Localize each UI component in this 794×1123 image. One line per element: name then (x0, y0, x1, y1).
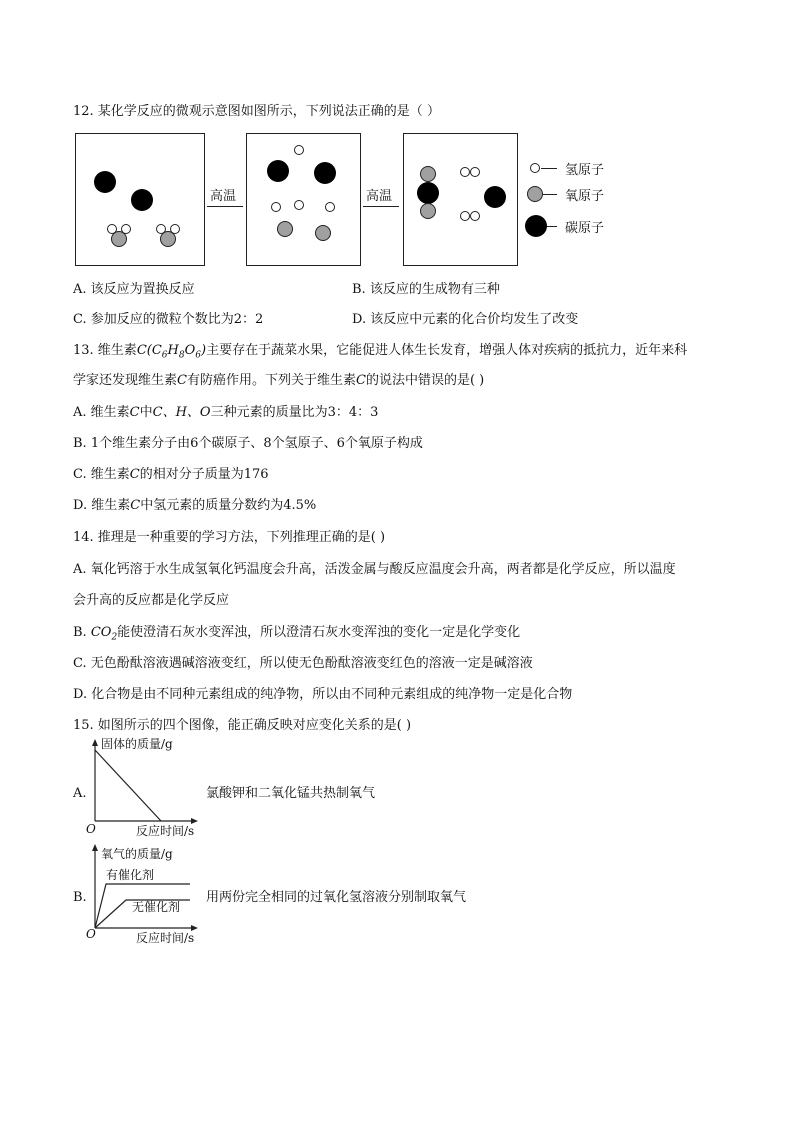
formula-part: ) (201, 343, 207, 358)
option-text: 中 (139, 405, 153, 420)
q13-option-b: B. 1个维生素分子由6个碳原子、8个氢原子、6个氧原子构成 (73, 436, 423, 451)
q12-option-d: D. 该反应中元素的化合价均发生了改变 (352, 312, 579, 327)
oxygen-atom (277, 221, 293, 237)
legend-dash (547, 226, 557, 227)
oxygen-atom (420, 166, 436, 182)
carbon-atom (267, 160, 289, 182)
product-box (403, 133, 518, 266)
legend-carbon: 碳原子 (565, 221, 605, 236)
formula: C (129, 467, 140, 482)
q13-option-c (73, 466, 269, 484)
formula-part: H (167, 343, 179, 358)
option-text: B. (73, 625, 91, 640)
hydrogen-atom (170, 224, 180, 234)
subscript: 2 (111, 632, 118, 643)
q13-stem-text: 的说法中错误的是( ) (365, 373, 485, 388)
graph-b (84, 842, 214, 946)
option-text: 中氢元素的质量分数约为4.5% (140, 498, 317, 513)
subscript: 8 (178, 350, 185, 361)
graph-a-xlabel: 反应时间/s (136, 824, 195, 837)
oxygen-atom (420, 203, 436, 219)
q12-option-b: B. 该反应的生成物有三种 (352, 282, 500, 297)
graph-a-ylabel: 固体的质量/g (101, 737, 173, 751)
reactant-box-1 (75, 133, 205, 266)
option-text: C. 维生素 (73, 467, 130, 482)
formula-part: C(C (136, 343, 162, 358)
q15-stem: 15. 如图所示的四个图像，能正确反映对应变化关系的是( ) (73, 718, 412, 733)
graph-b-ylabel: 氧气的质量/g (101, 847, 173, 861)
q14-option-a-line1: A. 氧化钙溶于水生成氢氧化钙温度会升高，活泼金属与酸反应温度会升高，两者都是化学反应，所以温度 (73, 562, 676, 577)
option-text: 能使澄清石灰水变浑浊，所以澄清石灰水变浑浊的变化一定是化学变化 (117, 625, 521, 640)
option-text: 的相对分子质量为176 (139, 467, 269, 482)
legend-oxygen-icon (527, 186, 543, 202)
graph-b-xlabel: 反应时间/s (136, 931, 195, 945)
option-text: A. 维生素 (73, 405, 130, 420)
carbon-atom (131, 189, 153, 211)
q13-stem-line2 (73, 372, 484, 390)
graph-a-letter: A. (73, 786, 87, 801)
q14-option-a-line2: 会升高的反应都是化学反应 (73, 593, 230, 608)
legend-dash (541, 168, 557, 169)
graph-a-origin: O (86, 822, 96, 836)
oxygen-atom (315, 225, 331, 241)
q13-stem-text: 13. 维生素 (73, 343, 137, 358)
reactant-box-2 (246, 133, 361, 266)
q14-option-c: C. 无色酚酞溶液遇碱溶液变红，所以使无色酚酞溶液变红色的溶液一定是碱溶液 (73, 656, 533, 671)
q12-option-c: C. 参加反应的微粒个数比为2：2 (73, 312, 264, 327)
q14-option-d: D. 化合物是由不同种元素组成的纯净物，所以由不同种元素组成的纯净物一定是化合物 (73, 687, 573, 702)
arrow-line-2 (363, 206, 399, 207)
hydrogen-atom (470, 211, 480, 221)
arrow-label-2: 高温 (366, 189, 393, 204)
formula: CO (90, 625, 112, 640)
q13-stem-text: 主要存在于蔬菜水果，它能促进人体生长发育，增强人体对疾病的抵抗力，近年来科 (206, 343, 688, 358)
hydrogen-atom (294, 200, 304, 210)
q14-stem: 14. 推理是一种重要的学习方法，下列推理正确的是( ) (73, 530, 386, 545)
q14-option-b (73, 624, 520, 647)
q13-stem-line1 (73, 342, 687, 365)
arrow-label-1: 高温 (210, 189, 237, 204)
formula: C (130, 498, 141, 513)
graph-b-label-no-catalyst: 无催化剂 (132, 900, 181, 914)
formula: C、H、O (152, 405, 211, 420)
q12-option-a: A. 该反应为置换反应 (73, 282, 195, 297)
formula-part: O (184, 343, 196, 358)
legend-hydrogen-icon (530, 163, 540, 173)
q13-option-a (73, 404, 378, 422)
y-axis-arrow (92, 844, 98, 851)
graph-a (84, 737, 214, 837)
hydrogen-atom (470, 167, 480, 177)
formula: C (177, 373, 187, 388)
carbon-atom (94, 171, 116, 193)
graph-b-desc: 用两份完全相同的过氧化氢溶液分别制取氧气 (206, 890, 467, 905)
q13-option-d (73, 497, 316, 515)
option-text: D. 维生素 (73, 498, 131, 513)
hydrogen-atom (294, 145, 304, 155)
graph-a-desc: 氯酸钾和二氧化锰共热制氧气 (206, 786, 376, 801)
hydrogen-atom (460, 167, 470, 177)
q13-stem-text: 学家还发现维生素 (73, 373, 178, 388)
legend-oxygen: 氧原子 (565, 189, 605, 204)
y-axis-arrow (92, 739, 98, 746)
option-text: 三种元素的质量比为3：4：3 (210, 405, 379, 420)
q12-stem: 12. 某化学反应的微观示意图如图所示，下列说法正确的是（ ） (73, 104, 440, 119)
carbon-atom (484, 186, 506, 208)
legend-dash (543, 194, 557, 195)
q13-stem-text: 有防癌作用。下列关于维生素 (186, 373, 356, 388)
graph-b-letter: B. (73, 890, 87, 905)
graph-b-origin: O (86, 927, 96, 941)
formula (136, 343, 207, 361)
arrow-line-1 (207, 206, 243, 207)
graph-a-curve (95, 750, 161, 821)
carbon-atom (314, 162, 336, 184)
graph-b-label-catalyst: 有催化剂 (106, 868, 155, 882)
legend-hydrogen: 氢原子 (565, 163, 605, 178)
formula: C (129, 405, 140, 420)
hydrogen-atom (121, 224, 131, 234)
subscript: 6 (195, 350, 201, 361)
hydrogen-atom (325, 202, 335, 212)
carbon-atom (417, 182, 439, 204)
hydrogen-atom (271, 202, 281, 212)
legend-carbon-icon (525, 215, 547, 237)
subscript: 6 (161, 350, 168, 361)
hydrogen-atom (460, 211, 470, 221)
formula: C (355, 373, 366, 388)
